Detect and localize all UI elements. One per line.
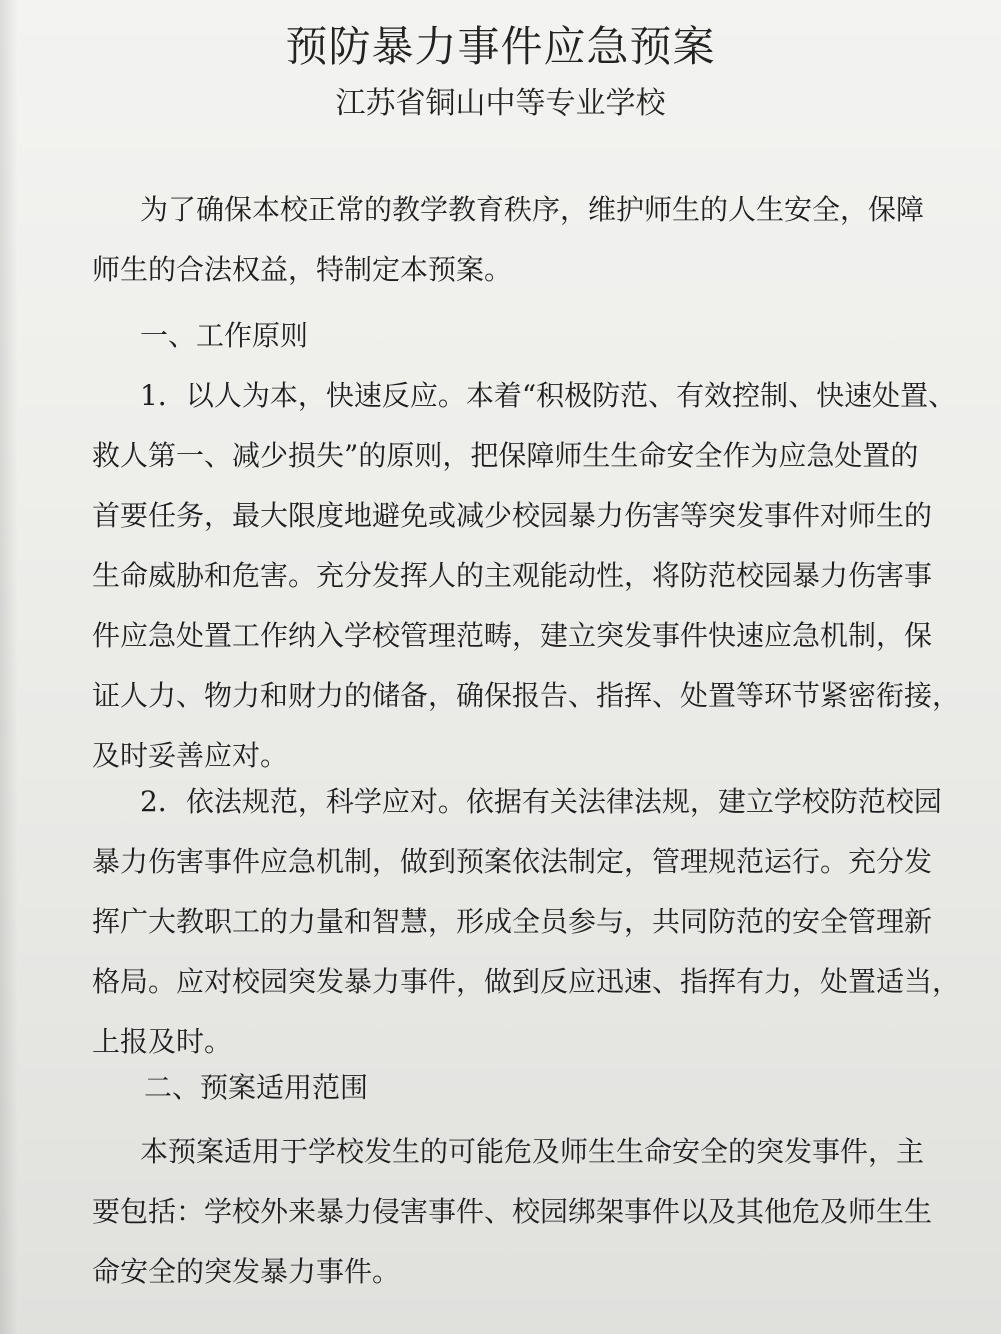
paragraph-line: 证人力、物力和财力的储备，确保报告、指挥、处置等环节紧密衔接， — [92, 679, 961, 712]
paragraph-line: 师生的合法权益，特制定本预案。 — [92, 253, 513, 286]
paragraph-line: 暴力伤害事件应急机制，做到预案依法制定，管理规范运行。充分发 — [92, 845, 933, 878]
document-subtitle: 江苏省铜山中等专业学校 — [335, 86, 666, 121]
paragraph-line: 格局。应对校园突发暴力事件，做到反应迅速、指挥有力，处置适当， — [92, 965, 961, 998]
section-heading-principles: 一、工作原则 — [140, 319, 309, 352]
paragraph-line: 为了确保本校正常的教学教育秩序，维护师生的人生安全，保障 — [140, 193, 925, 226]
section-heading-scope: 二、预案适用范围 — [144, 1071, 369, 1104]
intro-paragraph — [92, 180, 925, 300]
principle-1-paragraph — [92, 366, 961, 786]
document-title: 预防暴力事件应急预案 — [285, 22, 716, 71]
paragraph-line: 首要任务，最大限度地避免或减少校园暴力伤害等突发事件对师生的 — [92, 499, 933, 532]
paragraph-line: 上报及时。 — [92, 1025, 233, 1058]
paragraph-line: 2．依法规范，科学应对。依据有关法律法规，建立学校防范校园 — [140, 785, 942, 818]
paragraph-line: 要包括：学校外来暴力侵害事件、校园绑架事件以及其他危及师生生 — [92, 1195, 933, 1228]
paragraph-line: 挥广大教职工的力量和智慧，形成全员参与，共同防范的安全管理新 — [92, 905, 933, 938]
paragraph-line: 件应急处置工作纳入学校管理范畴，建立突发事件快速应急机制，保 — [92, 619, 933, 652]
principle-2-paragraph — [92, 772, 961, 1072]
paragraph-line: 本预案适用于学校发生的可能危及师生生命安全的突发事件，主 — [140, 1135, 925, 1168]
scope-paragraph — [92, 1122, 933, 1302]
paragraph-line: 生命威胁和危害。充分发挥人的主观能动性，将防范校园暴力伤害事 — [92, 559, 933, 592]
paragraph-line: 1．以人为本，快速反应。本着“积极防范、有效控制、快速处置、 — [140, 379, 957, 412]
paragraph-line: 命安全的突发暴力事件。 — [92, 1255, 401, 1288]
page-shadow — [0, 0, 18, 1334]
paragraph-line: 救人第一、减少损失”的原则，把保障师生生命安全作为应急处置的 — [92, 439, 919, 472]
paragraph-line: 及时妥善应对。 — [92, 739, 289, 772]
